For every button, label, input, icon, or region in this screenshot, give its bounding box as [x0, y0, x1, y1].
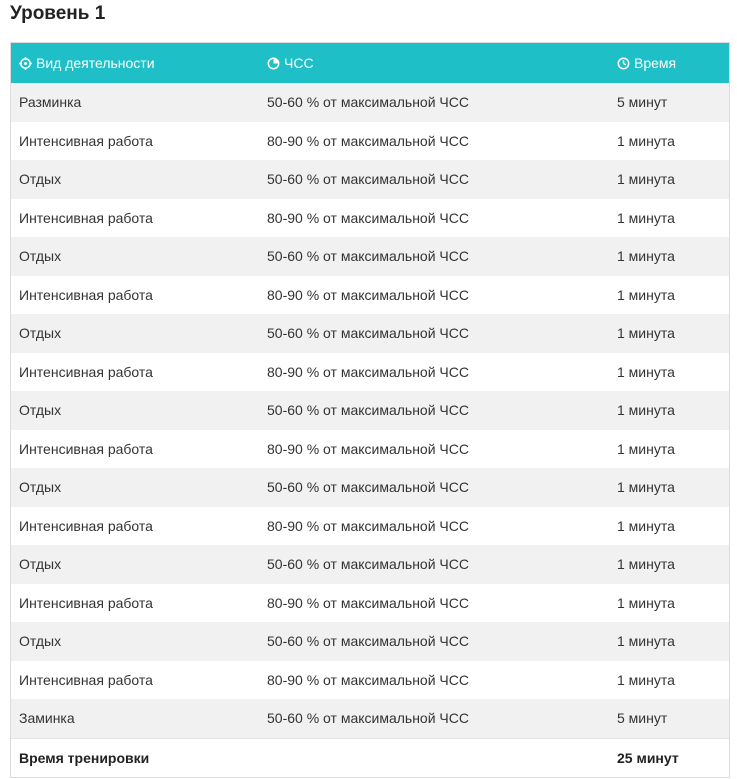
header-activity-label: Вид деятельности	[36, 55, 155, 71]
cell-time: 1 минута	[617, 440, 675, 457]
table-footer	[11, 738, 729, 777]
table-row	[11, 699, 729, 738]
cell-activity: Разминка	[19, 94, 82, 111]
table-row	[11, 507, 729, 546]
table-row	[11, 199, 729, 238]
table-row	[11, 122, 729, 161]
table-row	[11, 83, 729, 122]
cell-time: 1 минута	[617, 671, 675, 688]
cell-hr: 50-60 % от максимальной ЧСС	[267, 556, 469, 573]
cell-hr: 80-90 % от максимальной ЧСС	[267, 671, 469, 688]
table-row	[11, 391, 729, 430]
cell-activity: Интенсивная работа	[19, 671, 153, 688]
cell-time: 1 минута	[617, 363, 675, 380]
pie-chart-icon	[267, 57, 280, 70]
cell-activity: Интенсивная работа	[19, 594, 153, 611]
cell-time: 1 минута	[617, 517, 675, 534]
cell-hr: 80-90 % от максимальной ЧСС	[267, 209, 469, 226]
cell-activity: Отдых	[19, 402, 62, 419]
cell-time: 5 минут	[617, 94, 668, 111]
table-body	[11, 83, 729, 738]
cell-activity: Отдых	[19, 633, 62, 650]
cell-time: 1 минута	[617, 479, 675, 496]
cell-activity: Интенсивная работа	[19, 132, 153, 149]
table-row	[11, 314, 729, 353]
cell-activity: Заминка	[19, 710, 75, 727]
table-row	[11, 584, 729, 623]
table-row	[11, 661, 729, 700]
cell-time: 1 минута	[617, 209, 675, 226]
cell-time: 1 минута	[617, 248, 675, 265]
table-row	[11, 160, 729, 199]
cell-time: 1 минута	[617, 132, 675, 149]
cell-activity: Интенсивная работа	[19, 286, 153, 303]
cell-time: 1 минута	[617, 286, 675, 303]
cell-time: 5 минут	[617, 710, 668, 727]
table-row	[11, 545, 729, 584]
cell-activity: Отдых	[19, 325, 62, 342]
header-hr-label: ЧСС	[284, 55, 314, 71]
header-activity	[11, 55, 259, 71]
cell-time: 1 минута	[617, 594, 675, 611]
cell-time: 1 минута	[617, 402, 675, 419]
footer-total: 25 минут	[617, 749, 679, 766]
cell-activity: Отдых	[19, 171, 62, 188]
table-header	[11, 43, 729, 83]
cell-hr: 50-60 % от максимальной ЧСС	[267, 479, 469, 496]
cell-hr: 80-90 % от максимальной ЧСС	[267, 132, 469, 149]
table-row	[11, 237, 729, 276]
cell-hr: 50-60 % от максимальной ЧСС	[267, 248, 469, 265]
cell-time: 1 минута	[617, 325, 675, 342]
cell-hr: 50-60 % от максимальной ЧСС	[267, 325, 469, 342]
cell-hr: 80-90 % от максимальной ЧСС	[267, 286, 469, 303]
footer-label: Время тренировки	[19, 749, 150, 766]
cell-hr: 50-60 % от максимальной ЧСС	[267, 402, 469, 419]
table-row	[11, 276, 729, 315]
header-time-label: Время	[634, 55, 677, 71]
clock-icon	[617, 57, 630, 70]
cell-hr: 50-60 % от максимальной ЧСС	[267, 710, 469, 727]
table-row	[11, 468, 729, 507]
table-row	[11, 353, 729, 392]
cell-hr: 50-60 % от максимальной ЧСС	[267, 171, 469, 188]
cell-activity: Интенсивная работа	[19, 440, 153, 457]
page-title: Уровень 1	[10, 3, 106, 24]
cell-hr: 50-60 % от максимальной ЧСС	[267, 633, 469, 650]
cell-hr: 80-90 % от максимальной ЧСС	[267, 440, 469, 457]
header-hr	[259, 55, 609, 71]
cell-time: 1 минута	[617, 171, 675, 188]
cell-activity: Интенсивная работа	[19, 209, 153, 226]
header-time	[609, 55, 729, 71]
cell-activity: Отдых	[19, 248, 62, 265]
cell-activity: Интенсивная работа	[19, 517, 153, 534]
crosshair-icon	[19, 57, 32, 70]
cell-hr: 80-90 % от максимальной ЧСС	[267, 517, 469, 534]
cell-hr: 80-90 % от максимальной ЧСС	[267, 363, 469, 380]
workout-table	[10, 42, 730, 778]
cell-activity: Отдых	[19, 556, 62, 573]
table-row	[11, 430, 729, 469]
cell-activity: Отдых	[19, 479, 62, 496]
table-row	[11, 622, 729, 661]
cell-activity: Интенсивная работа	[19, 363, 153, 380]
cell-time: 1 минута	[617, 556, 675, 573]
cell-time: 1 минута	[617, 633, 675, 650]
cell-hr: 80-90 % от максимальной ЧСС	[267, 594, 469, 611]
cell-hr: 50-60 % от максимальной ЧСС	[267, 94, 469, 111]
